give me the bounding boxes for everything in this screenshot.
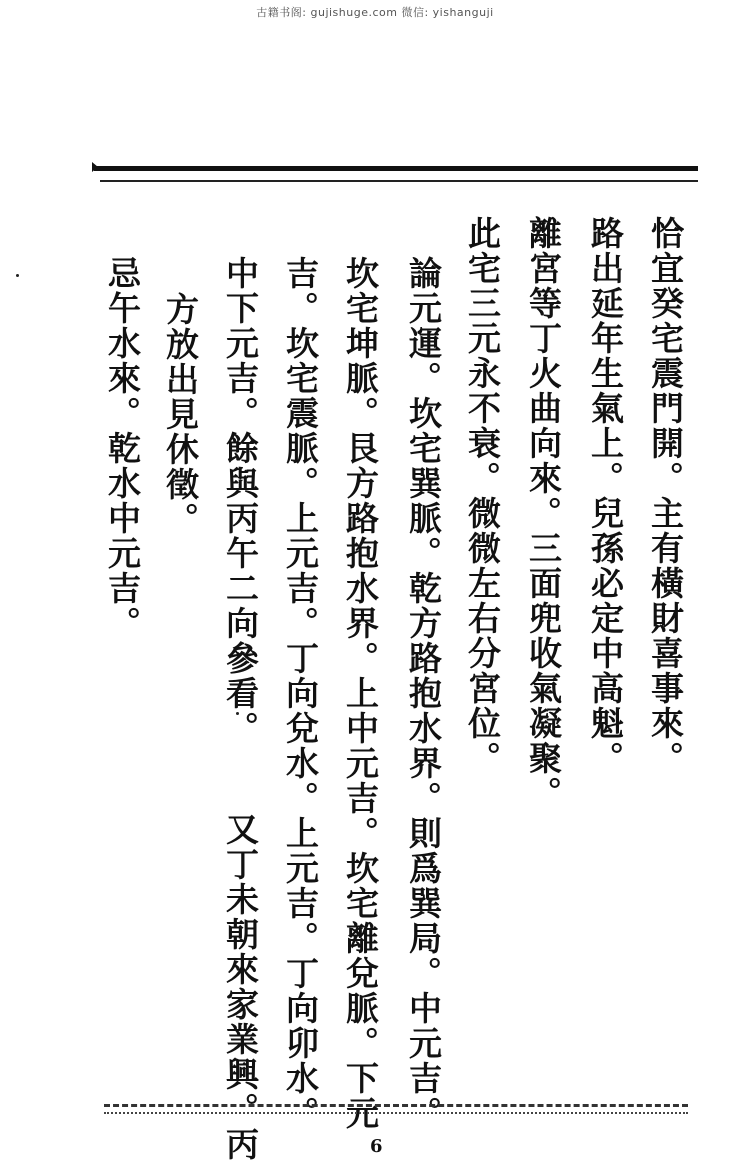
text-column-4: 此宅三元永不衰。微微左右分宮位。 [463,216,502,776]
text-column-9: 方放出見休徵。 [161,292,200,537]
top-border-thin [100,180,698,182]
page-number: 6 [370,1136,383,1157]
stray-dot [16,274,19,277]
text-column-8-lower: 又丁未朝來家業興。丙 [221,812,260,1162]
text-column-7: 吉。坎宅震脈。上元吉。丁向兌水。上元吉。丁向卯水。 [281,256,320,1131]
text-column-8: 中下元吉。餘與丙午二向參看。 [221,256,260,746]
page-frame [94,166,698,1162]
text-column-3: 離宮等丁火曲向來。三面兜收氣凝聚。 [524,216,563,811]
text-column-2: 路出延年生氣上。兒孫必定中高魁。 [586,216,625,776]
text-column-1: 恰宜癸宅震門開。主有橫財喜事來。 [646,216,685,776]
top-border-thick [94,166,698,171]
text-column-10: 忌午水來。乾水中元吉。 [103,256,142,641]
bottom-border-secondary [104,1112,688,1114]
text-column-5: 論元運。坎宅巽脈。乾方路抱水界。則爲巽局。中元吉。 [404,256,443,1131]
text-body [94,192,698,1162]
watermark-header: 古籍书阁: gujishuge.com 微信: yishanguji [256,6,494,19]
bottom-border [104,1104,688,1107]
text-column-6: 坎宅坤脈。艮方路抱水界。上中元吉。坎宅離兌脈。下元 [341,256,380,1131]
